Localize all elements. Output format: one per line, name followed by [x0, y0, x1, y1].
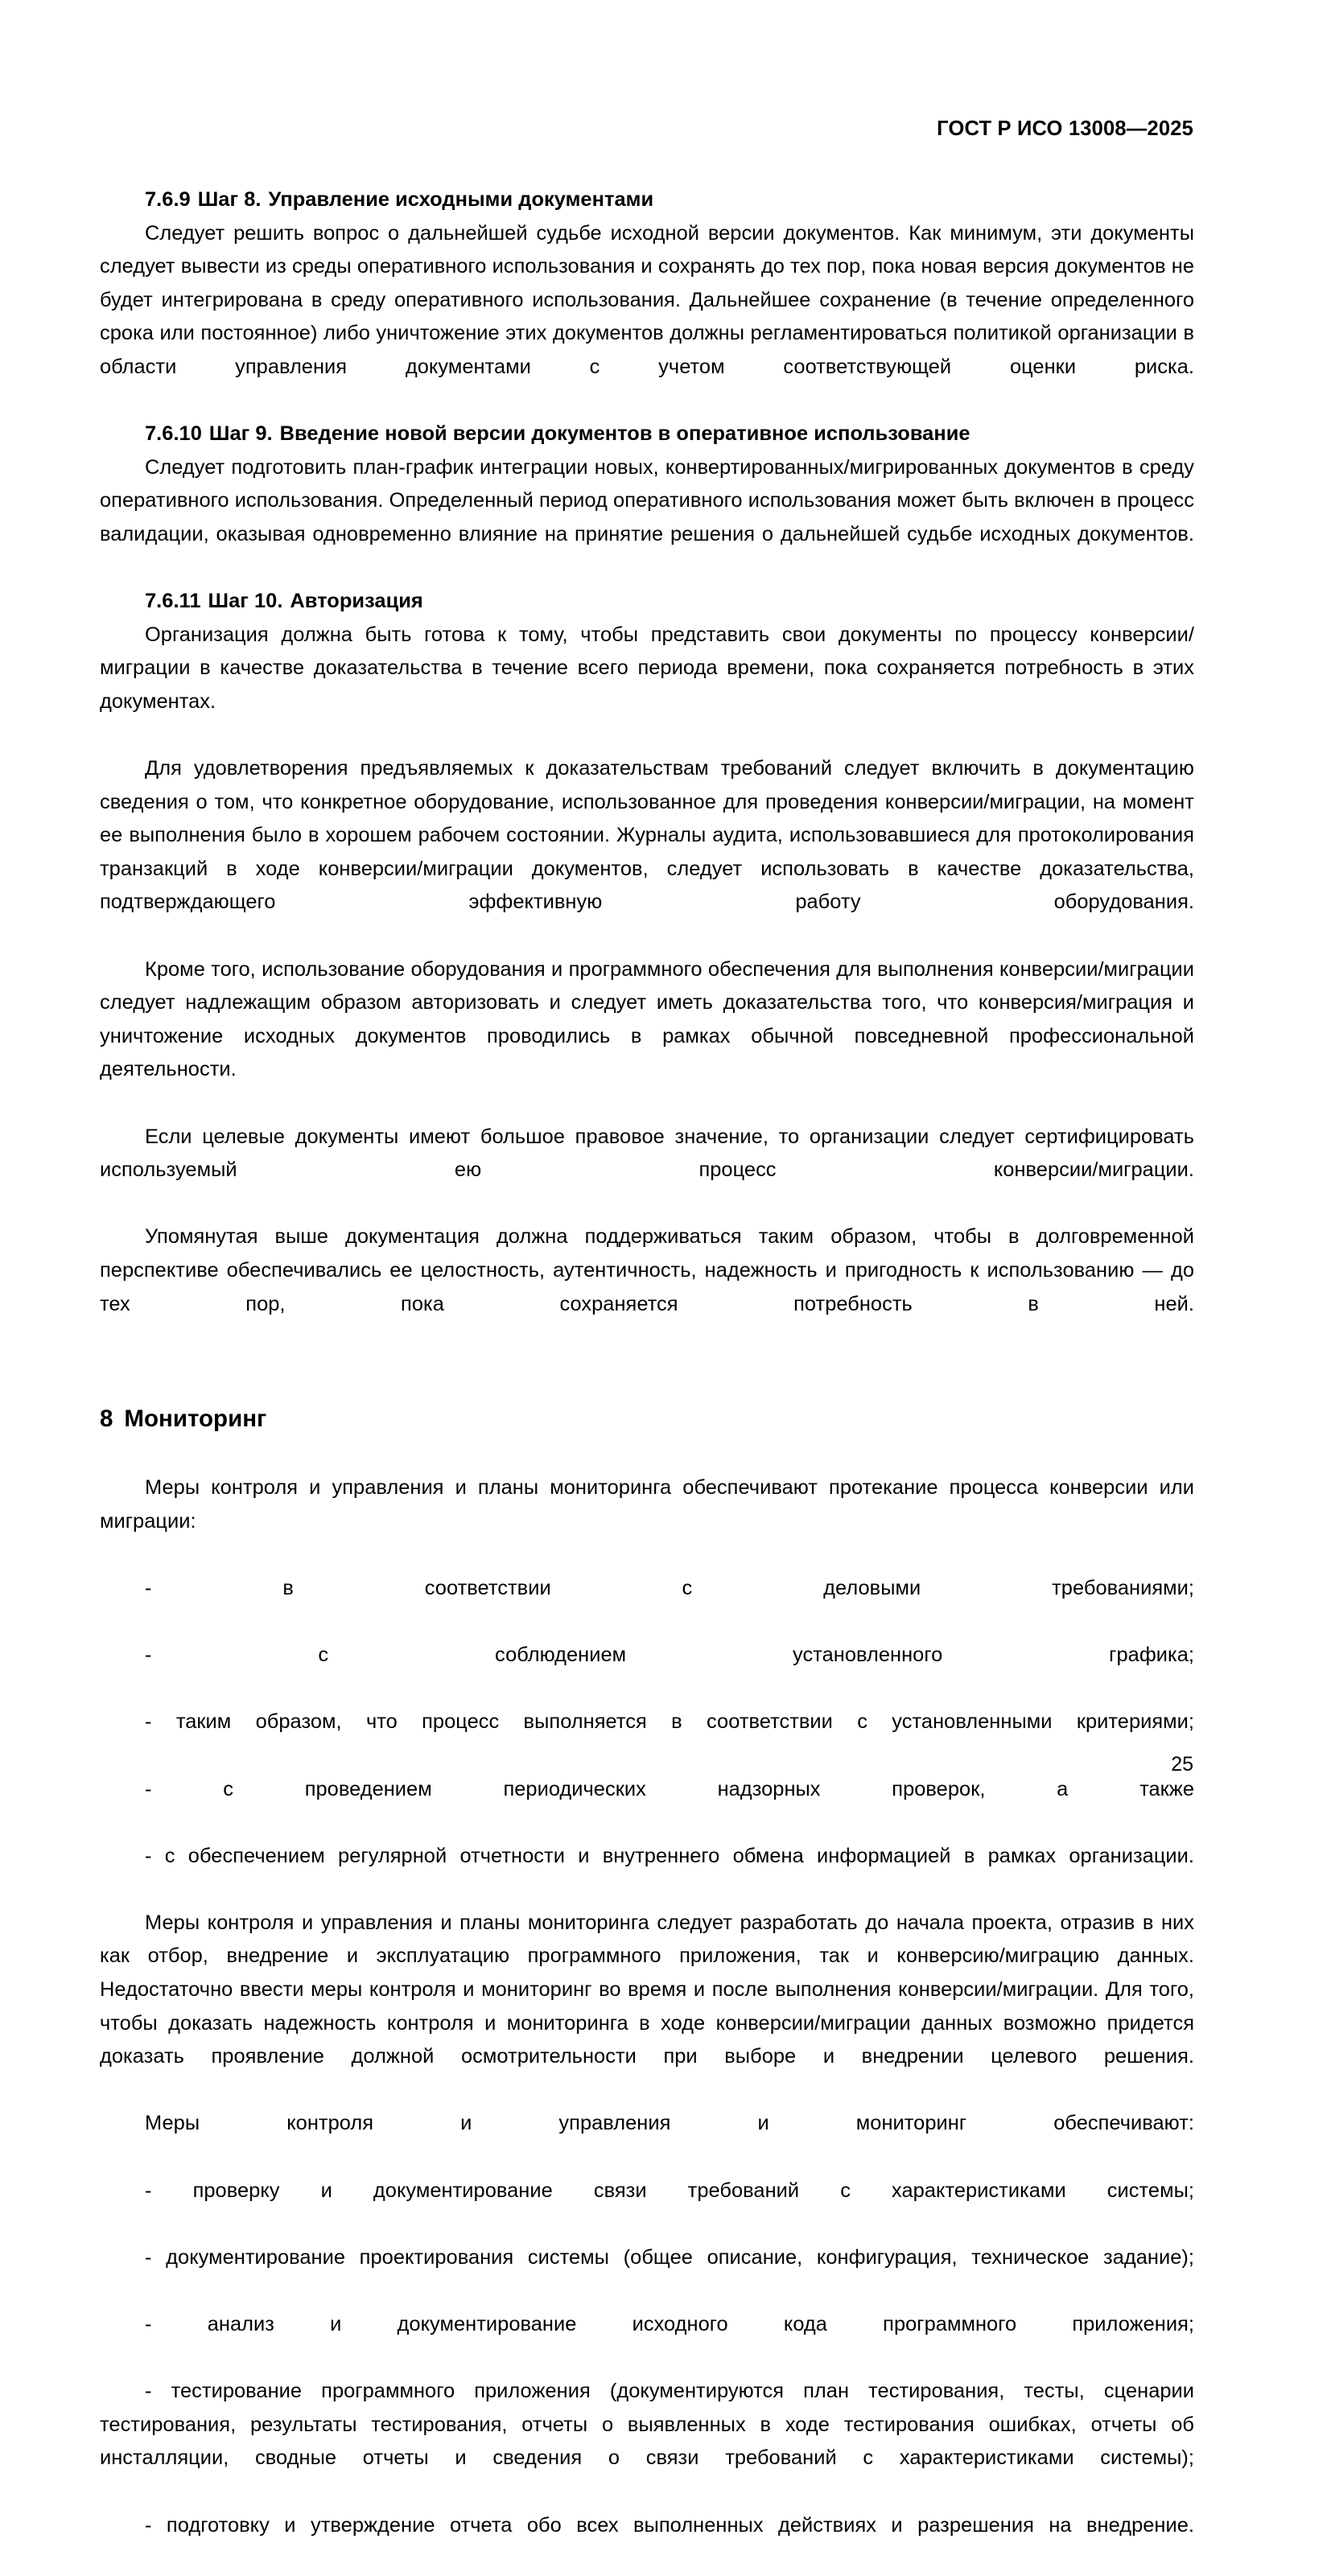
list-item: - анализ и документирование исходного кода программного приложения; — [145, 2313, 1194, 2336]
clause-number: 7.6.11 — [145, 590, 201, 613]
clause-heading-7-6-10: 7.6.10 Шаг 9. Введение новой версии документов в оперативное использование — [145, 422, 970, 446]
clause-step: Шаг 8 — [197, 188, 256, 211]
clause-heading-7-6-9: 7.6.9 Шаг 8. Управление исходными документами — [145, 188, 654, 211]
section-number: 8 — [100, 1405, 113, 1432]
paragraph: Кроме того, использование оборудования и программного обеспечения для выполнения конверсии/миграции следует надлежащим образом авторизовать и следует иметь доказательства того, что конверсия/миграция и уничтожение исходных документов проводились в рамках обычной повседневной профессиональной деятельности. — [100, 957, 1194, 1081]
clause-step: Шаг 9 — [208, 422, 267, 446]
clause-step: Шаг 10 — [208, 590, 278, 613]
section-heading-8 — [100, 1405, 1194, 1433]
list-item: - проверку и документирование связи требований с характеристиками системы; — [145, 2179, 1194, 2202]
list-item: - с соблюдением установленного графика; — [145, 1644, 1194, 1667]
spacer — [100, 1355, 1194, 1405]
clause-heading-7-6-11: 7.6.11 Шаг 10. Авторизация — [145, 590, 423, 613]
paragraph: Для удовлетворения предъявляемых к доказательствам требований следует включить в документацию сведения о том, что конкретное оборудование, использованное для проведения конверсии/миграции, на момент ее выполнения было в хорошем рабочем состоянии. Журналы аудита, использовавшиеся для протоколирования транзакций в ходе конверсии/миграции документов, следует использовать в качестве доказательства, подтверждающего эффективную работу оборудования. — [100, 757, 1194, 914]
clause-title: Управление исходными документами — [268, 188, 654, 211]
list-item: - с проведением периодических надзорных проверок, а также — [145, 1777, 1194, 1800]
list-item: - тестирование программного приложения (документируются план тестирования, тесты, сценарии тестирования, результаты тестирования, отчеты о выявленных в ходе тестирования ошибках, отчеты об инсталляции, сводные отчеты и сведения о связи требований с характеристиками системы); — [100, 2380, 1194, 2470]
clause-number: 7.6.9 — [145, 188, 191, 211]
page-content — [100, 183, 1194, 2576]
list-item: - в соответствии с деловыми требованиями; — [145, 1576, 1194, 1599]
paragraph: Если целевые документы имеют большое правовое значение, то организации следует сертифицировать используемый ею процесс конверсии/миграции. — [100, 1125, 1194, 1182]
page-number: 25 — [1171, 1753, 1193, 1776]
paragraph: Меры контроля и управления и планы мониторинга следует разработать до начала проекта, отразив в них как отбор, внедрение и эксплуатацию программного приложения, так и конверсию/миграцию данных. Недостаточно ввести меры контроля и мониторинг во время и после выполнения конверсии/миграции. Для того, чтобы доказать надежность контроля и мониторинга в ходе конверсии/миграции данных возможно придется доказать проявление должной осмотрительности при выборе и внедрении целевого решения. — [100, 1911, 1194, 2068]
list-item: - документирование проектирования системы (общее описание, конфигурация, техническое задание); — [145, 2245, 1194, 2269]
list-item: - подготовку и утверждение отчета обо всех выполненных действиях и разрешения на внедрение. — [145, 2513, 1194, 2537]
section-title: Мониторинг — [124, 1405, 267, 1432]
paragraph: Упомянутая выше документация должна поддерживаться таким образом, чтобы в долговременной перспективе обеспечивались ее целостность, аутентичность, надежность и пригодность к использованию — до тех пор, пока сохраняется потребность в ней. — [100, 1225, 1194, 1315]
clause-title: Введение новой версии документов в оперативное использование — [279, 422, 970, 446]
spacer — [100, 1433, 1194, 1471]
paragraph: Меры контроля и управления и мониторинг обеспечивают: — [145, 2112, 1194, 2135]
paragraph: Меры контроля и управления и планы мониторинга обеспечивают протекание процесса конверсии или миграции: — [100, 1476, 1194, 1533]
list-item: - таким образом, что процесс выполняется в соответствии с установленными критериями; — [145, 1710, 1194, 1734]
paragraph: Следует решить вопрос о дальнейшей судьбе исходной версии документов. Как минимум, эти документы следует вывести из среды оперативного использования и сохранять до тех пор, пока новая версия документов не будет интегрирована в среду оперативного использования. Дальнейшее сохранение (в течение определенного срока или постоянное) либо уничтожение этих документов должны регламентироваться политикой организации в области управления документами с учетом соответствующей оценки риска. — [100, 221, 1194, 378]
paragraph: Организация должна быть готова к тому, чтобы представить свои документы по процессу конверсии/миграции в качестве доказательства в течение всего периода времени, пока сохраняется потребность в этих документах. — [100, 623, 1194, 713]
clause-number: 7.6.10 — [145, 422, 202, 446]
paragraph: Следует подготовить план-график интеграции новых, конвертированных/мигрированных документов в среду оперативного использования. Определенный период оперативного использования может быть включен в процесс валидации, оказывая одновременно влияние на принятие решения о дальнейшей судьбе исходных документов. — [100, 455, 1194, 545]
running-header-standard-number: ГОСТ Р ИСО 13008—2025 — [937, 117, 1193, 140]
list-item: - с обеспечением регулярной отчетности и внутреннего обмена информацией в рамках организации. — [145, 1844, 1194, 1867]
clause-title: Авторизация — [290, 590, 423, 613]
